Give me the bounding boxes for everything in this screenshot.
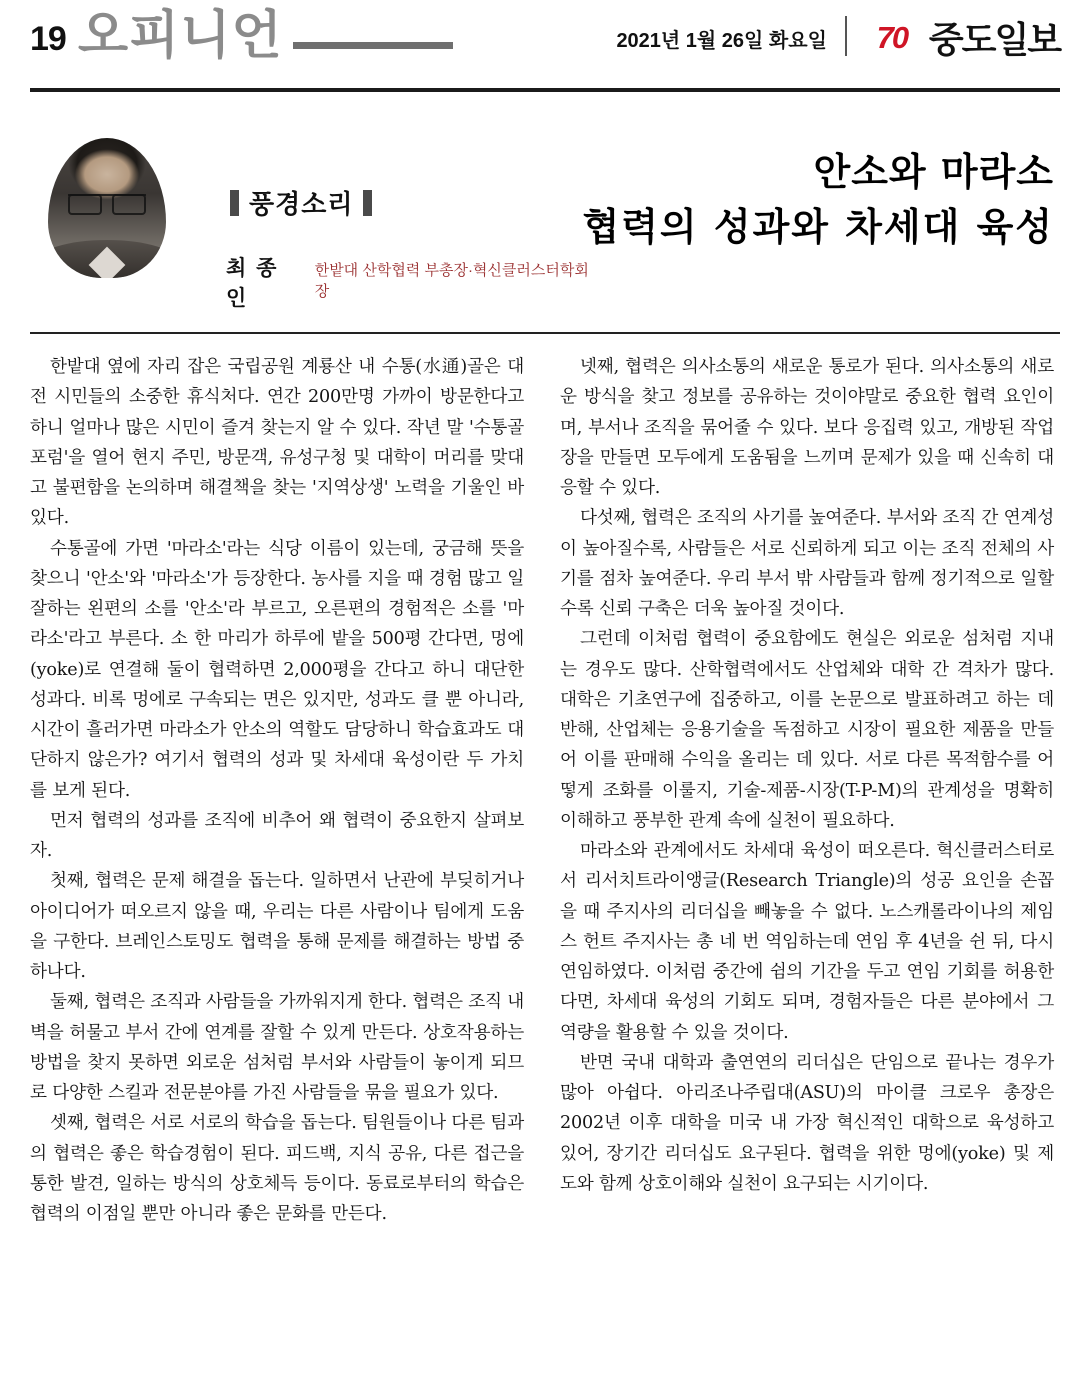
anniversary-70-icon [863, 18, 921, 58]
article-column-left [30, 352, 524, 1229]
headline-line-1: 안소와 마라소 [813, 149, 1054, 194]
author-name: 최 종 인 [226, 257, 279, 310]
masthead [30, 0, 1060, 86]
byline-rule [30, 332, 1060, 334]
article-column-right [560, 352, 1054, 1229]
masthead-vertical-divider [845, 16, 847, 56]
masthead-divider-bar [293, 42, 453, 49]
paragraph: 반면 국내 대학과 출연연의 리더십은 단임으로 끝나는 경우가 많아 아쉽다. 아리조나주립대(ASU)의 마이클 크로우 총장은 2002년 이후 대학을 미국 내 가장 혁신적인 대학으로 육성하고 있어, 장기간 리더십도 요구된다. 협력을 위한 멍에(yoke) 및 제도와 함께 상호이해와 실천이 요구되는 시기이다. [560, 1052, 1054, 1194]
paragraph: 한밭대 옆에 자리 잡은 국립공원 계룡산 내 수통(水通)골은 대전 시민들의 소중한 휴식처다. 연간 200만명 가까이 방문한다고 하니 얼마나 많은 시민이 즐겨 찾는지 알 수 있다. 작년 말 '수통골포럼'을 열어 현지 주민, 방문객, 유성구청 및 대학이 머리를 맞대고 불편함을 논의하며 해결책을 찾는 '지역상생' 노력을 기울인 바 있다. [30, 357, 524, 529]
issue-date: 2021년 1월 26일 화요일 [616, 30, 827, 52]
paragraph: 그런데 이처럼 협력이 중요함에도 현실은 외로운 섬처럼 지내는 경우도 많다. 산학협력에서도 산업체와 대학 간 격차가 많다. 대학은 기초연구에 집중하고, 이를 논문으로 발표하려고 하는 데 반해, 산업체는 응용기술을 독점하고 시장이 필요한 제품을 만들어 이를 판매해 수익을 올리는 데 있다. 서로 다른 목적함수를 어떻게 조화를 이룰지, 기술-제품-시장(T-P-M)의 관계성을 명확히 이해하고 풍부한 관계 속에 실천이 필요하다. [560, 629, 1054, 831]
badge-bar-left-icon [230, 190, 239, 216]
badge-bar-right-icon [363, 190, 372, 216]
paragraph: 첫째, 협력은 문제 해결을 돕는다. 일하면서 난관에 부딪히거나 아이디어가 떠오르지 않을 때, 우리는 다른 사람이나 팀에게 도움을 구한다. 브레인스토밍도 협력을 통해 문제를 해결하는 방법 중 하나다. [30, 871, 524, 982]
newspaper-logo [863, 12, 1060, 63]
headline-block [30, 92, 1060, 330]
paragraph: 둘째, 협력은 조직과 사람들을 가까워지게 한다. 협력은 조직 내 벽을 허물고 부서 간에 연계를 잘할 수 있게 만든다. 상호작용하는 방법을 찾지 못하면 외로운 섬처럼 부서와 사람들이 놓이게 되므로 다양한 스킬과 전문분야를 가진 사람들을 묶을 필요가 있다. [30, 992, 524, 1103]
headline-line-2: 협력의 성과와 차세대 육성 [582, 204, 1054, 250]
paragraph: 먼저 협력의 성과를 조직에 비추어 왜 협력이 중요한지 살펴보자. [30, 810, 524, 861]
glasses-icon [68, 194, 146, 214]
byline-area [30, 120, 590, 310]
paragraph: 마라소와 관계에서도 차세대 육성이 떠오른다. 혁신클러스터로서 리서치트라이앵글(Research Triangle)의 성공 요인을 손꼽을 때 주지사의 리더십을 빼놓을 수 없다. 노스캐롤라이나의 제임스 헌트 주지사는 총 네 번 역임하는데 연임 후 4년을 쉰 뒤, 다시 연임하였다. 이처럼 중간에 쉼의 기간을 두고 연임 기회를 허용한다면, 차세대 육성의 기회도 되며, 경험자들은 다른 분야에서 그 역량을 활용할 수 있을 것이다. [560, 841, 1054, 1043]
section-title: 오피니언 [77, 7, 283, 65]
author-line [226, 252, 590, 312]
newspaper-logo-name: 중도일보 [928, 19, 1060, 60]
column-name: 풍경소리 [249, 189, 354, 219]
author-photo [48, 138, 166, 278]
page-number: 19 [30, 20, 66, 58]
paragraph: 다섯째, 협력은 조직의 사기를 높여준다. 부서와 조직 간 연계성이 높아질수록, 사람들은 서로 신뢰하게 되고 이는 조직 전체의 사기를 점차 높여준다. 우리 부서 밖 사람들과 함께 정기적으로 일할수록 신뢰 구축은 더욱 높아질 것이다. [560, 508, 1054, 619]
author-title: 한밭대 산학협력 부총장·혁신클러스터학회장 [314, 262, 589, 300]
paragraph: 넷째, 협력은 의사소통의 새로운 통로가 된다. 의사소통의 새로운 방식을 찾고 정보를 공유하는 것이야말로 중요한 협력 요인이며, 부서나 조직을 묶어줄 수 있다. 보다 응집력 있고, 개방된 작업장을 만들면 모두에게 도움됨을 느끼며 문제가 있을 때 신속히 대응할 수 있다. [560, 357, 1054, 498]
paragraph: 수통골에 가면 '마라소'라는 식당 이름이 있는데, 궁금해 뜻을 찾으니 '안소'와 '마라소'가 등장한다. 농사를 지을 때 경험 많고 일 잘하는 왼편의 소를 '안소'라 부르고, 오른편의 경험적은 소를 '마라소'라고 부른다. 소 한 마리가 하루에 밭을 500평 간다면, 멍에(yoke)로 연결해 둘이 협력하면 2,000평을 간다고 하니 대단한 성과다. 비록 멍에로 구속되는 면은 있지만, 성과도 클 뿐 아니라, 시간이 흘러가면 마라소가 안소의 역할도 담당하니 학습효과도 대단하지 않은가? 여기서 협력의 성과 및 차세대 육성이란 두 가치를 보게 된다. [30, 538, 524, 801]
article-body [30, 352, 1060, 1229]
paragraph: 셋째, 협력은 서로 서로의 학습을 돕는다. 팀원들이나 다른 팀과의 협력은 좋은 학습경험이 된다. 피드백, 지식 공유, 다른 접근을 통한 발견, 일하는 방식의 상호체득 등이다. 동료로부터의 학습은 협력의 이점일 뿐만 아니라 좋은 문화를 만든다. [30, 1113, 524, 1224]
column-badge [230, 184, 372, 221]
anniversary-70-label: 70 [876, 19, 908, 55]
